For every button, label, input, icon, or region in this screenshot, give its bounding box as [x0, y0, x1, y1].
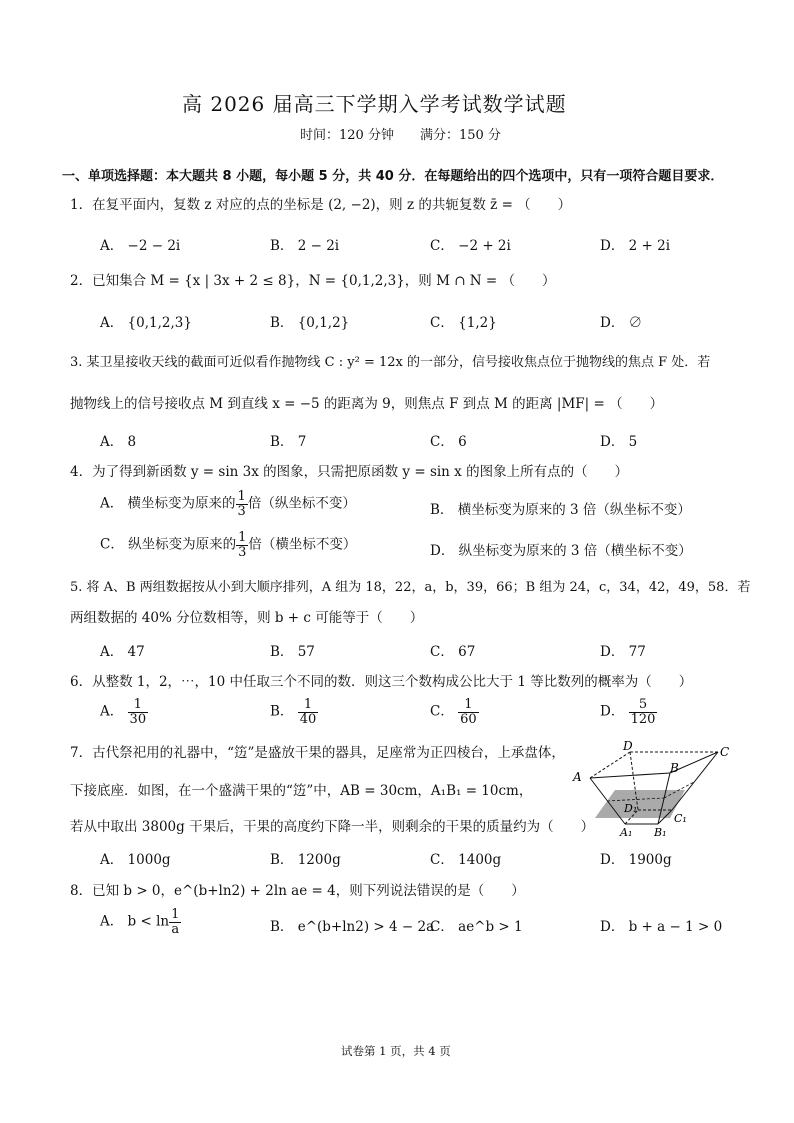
- question-4-option-b[interactable]: B． 横坐标变为原来的 3 倍（纵坐标不变）: [430, 502, 691, 518]
- section-heading: 一、单项选择题：本大题共 8 小题，每小题 5 分，共 40 分．在每题给出的四个选项中，只有一项符合题目要求．: [62, 169, 724, 184]
- question-3-option-a[interactable]: A． 8: [100, 434, 137, 450]
- question-1-option-d[interactable]: D． 2 + 2i: [600, 238, 671, 254]
- question-7-option-c[interactable]: C． 1400g: [430, 852, 502, 868]
- question-2-option-c[interactable]: C． {1,2}: [430, 315, 497, 331]
- question-6-stem: 6．从整数 1，2，⋯，10 中任取三个不同的数．则这三个数构成公比大于 1 等比数列的概率为（ ）: [70, 674, 693, 690]
- question-3-stem-line1: 3. 某卫星接收天线的截面可近似看作抛物线 C : y² = 12x 的一部分，信号接收焦点位于抛物线的焦点 F 处．若: [70, 355, 711, 370]
- exam-meta: 时间：120 分钟 满分：150 分: [300, 128, 501, 143]
- page-title: 高 2026 届高三下学期入学考试数学试题: [182, 92, 567, 116]
- question-5-stem-line1: 5. 将 A、B 两组数据按从小到大顺序排列，A 组为 18，22，a，b，39，66；B 组为 24，c，34，42，49，58．若: [70, 580, 751, 595]
- question-5-option-b[interactable]: B． 57: [270, 644, 315, 660]
- question-7-stem-line3: 若从中取出 3800g 干果后，干果的高度约下降一半，则剩余的干果的质量约为（ ）: [70, 819, 595, 835]
- question-8-option-d[interactable]: D． b + a − 1 > 0: [600, 919, 723, 935]
- question-6-option-d[interactable]: D． $\frac{5}{120}$: [600, 697, 656, 727]
- page-footer: 试卷第 1 页，共 4 页: [341, 1044, 451, 1058]
- question-4-option-a[interactable]: A． 横坐标变为原来的 $\frac{1}{3}$ 倍（纵坐标不变）: [100, 489, 356, 519]
- question-1-option-c[interactable]: C． −2 + 2i: [430, 238, 511, 254]
- question-6-option-b[interactable]: B． $\frac{1}{40}$: [270, 697, 317, 727]
- question-2-stem: 2．已知集合 M = {x | 3x + 2 ≤ 8}，N = {0,1,2,3}，则 M ∩ N = （ ）: [70, 273, 556, 289]
- question-3-option-b[interactable]: B． 7: [270, 434, 307, 450]
- vertex-label-c1: C₁: [674, 812, 687, 825]
- question-8-option-c[interactable]: C． ae^b > 1: [430, 919, 523, 935]
- question-7-option-b[interactable]: B． 1200g: [270, 852, 341, 868]
- question-3-stem-line2: 抛物线上的信号接收点 M 到直线 x = −5 的距离为 9，则焦点 F 到点 M 的距离 |MF| = （ ）: [70, 396, 664, 412]
- frustum-figure: [570, 738, 735, 838]
- question-4-option-c[interactable]: C． 纵坐标变为原来的 $\frac{1}{3}$ 倍（横坐标不变）: [100, 530, 357, 560]
- question-7-stem-line2: 下接底座．如图，在一个盛满干果的“笾”中，AB = 30cm，A₁B₁ = 10cm，: [70, 783, 533, 799]
- question-6-option-a[interactable]: A． $\frac{1}{30}$: [100, 697, 147, 727]
- question-7-option-a[interactable]: A． 1000g: [100, 852, 171, 868]
- vertex-label-b: B: [670, 761, 679, 775]
- question-2-option-a[interactable]: A． {0,1,2,3}: [100, 315, 192, 331]
- question-8-option-a[interactable]: A． b < ln $\frac{1}{a}$: [100, 907, 180, 937]
- vertex-label-c: C: [720, 745, 730, 759]
- question-7-option-d[interactable]: D． 1900g: [600, 852, 672, 868]
- vertex-label-a: A: [573, 770, 582, 784]
- question-5-option-d[interactable]: D． 77: [600, 644, 646, 660]
- question-2-option-b[interactable]: B． {0,1,2}: [270, 315, 350, 331]
- question-8-stem: 8．已知 b > 0，e^(b+ln2) + 2ln ae = 4，则下列说法错误的是（ ）: [70, 883, 525, 899]
- question-2-option-d[interactable]: D． ∅: [600, 315, 643, 331]
- vertex-label-d1: D₁: [624, 802, 638, 815]
- question-3-option-d[interactable]: D． 5: [600, 434, 638, 450]
- question-5-option-a[interactable]: A． 47: [100, 644, 145, 660]
- question-7-stem-line1: 7．古代祭祀用的礼器中，“笾”是盛放干果的器具，足座常为正四棱台，上承盘体，: [70, 745, 565, 761]
- question-1-option-a[interactable]: A． −2 − 2i: [100, 238, 181, 254]
- question-3-option-c[interactable]: C． 6: [430, 434, 467, 450]
- vertex-label-b1: B₁: [654, 826, 667, 838]
- question-1-stem: 1．在复平面内，复数 z 对应的点的坐标是 (2, −2)，则 z 的共轭复数 z̄ = （ ）: [70, 197, 572, 213]
- question-4-option-d[interactable]: D． 纵坐标变为原来的 3 倍（横坐标不变）: [430, 543, 692, 559]
- question-1-option-b[interactable]: B． 2 − 2i: [270, 238, 340, 254]
- question-6-option-c[interactable]: C． $\frac{1}{60}$: [430, 697, 477, 727]
- question-5-option-c[interactable]: C． 67: [430, 644, 476, 660]
- question-8-option-b[interactable]: B． e^(b+ln2) > 4 − 2a: [270, 919, 435, 935]
- question-4-stem: 4．为了得到新函数 y = sin 3x 的图象，只需把原函数 y = sin x 的图象上所有点的（ ）: [70, 464, 629, 480]
- vertex-label-d: D: [623, 739, 633, 753]
- question-5-stem-line2: 两组数据的 40% 分位数相等，则 b + c 可能等于（ ）: [70, 610, 424, 626]
- vertex-label-a1: A₁: [620, 826, 633, 838]
